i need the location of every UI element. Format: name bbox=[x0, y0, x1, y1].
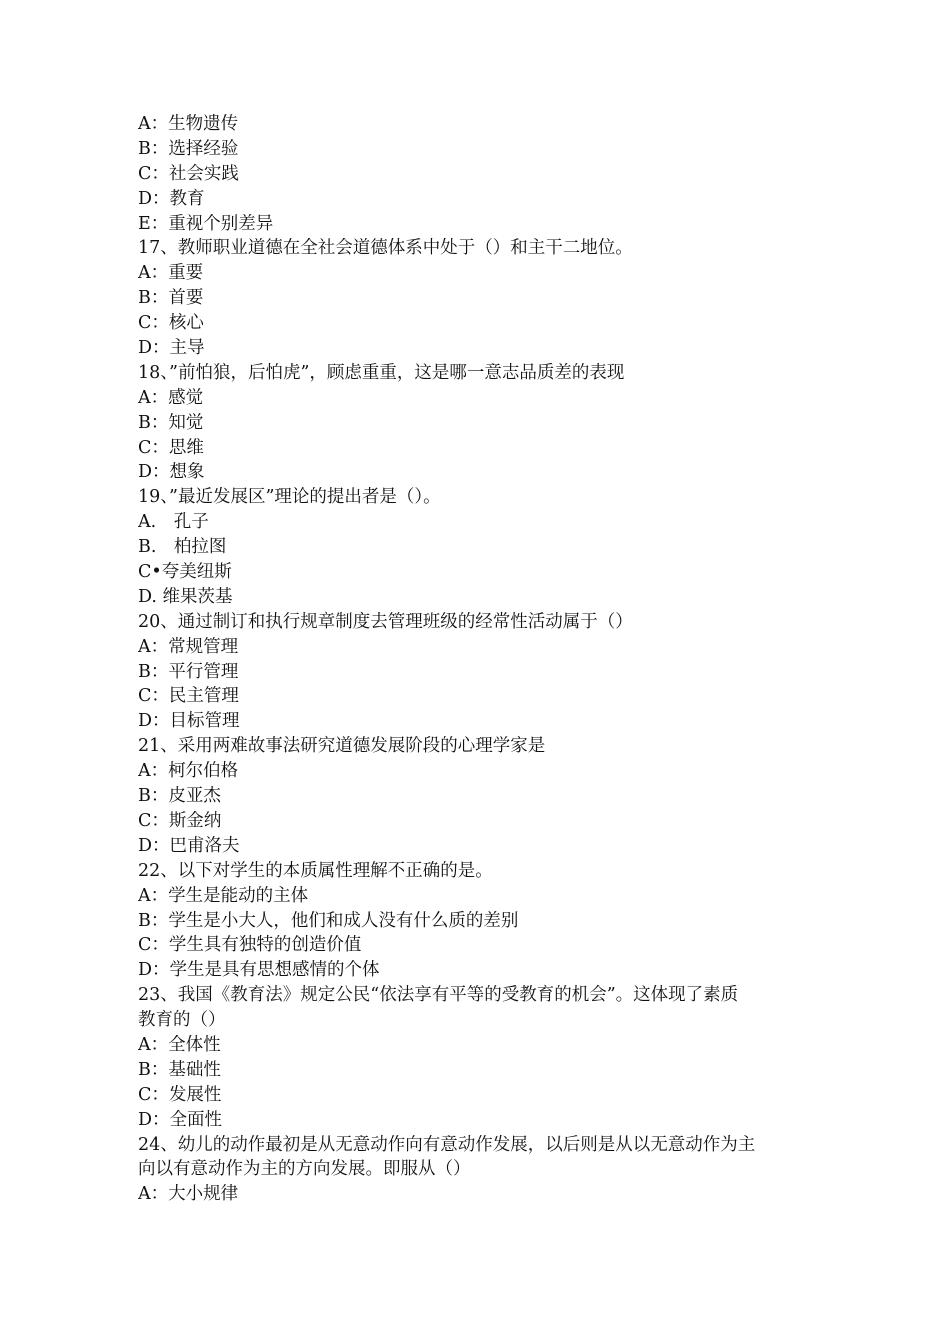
question-18: 18、”前怕狼，后怕虎”，顾虑重重，这是哪一意志品质差的表现 bbox=[138, 362, 625, 383]
option-line: C•夸美纽斯 bbox=[138, 562, 232, 583]
option-line: D. 维果茨基 bbox=[138, 586, 233, 607]
option-line: D：全面性 bbox=[138, 1109, 223, 1130]
question-17: 17、教师职业道德在全社会道德体系中处于（）和主干二地位。 bbox=[138, 238, 633, 259]
option-line: D：巴甫洛夫 bbox=[138, 835, 240, 856]
question-24: 24、幼儿的动作最初是从无意动作向有意动作发展，以后则是从以无意动作为主 bbox=[138, 1134, 756, 1155]
document-page bbox=[138, 112, 818, 1207]
option-line: A：常规管理 bbox=[138, 636, 239, 657]
option-line: A：重要 bbox=[138, 263, 204, 284]
option-line: B：首要 bbox=[138, 288, 204, 309]
option-line: C：发展性 bbox=[138, 1084, 222, 1105]
option-line: D：教育 bbox=[138, 188, 205, 209]
option-line: D：目标管理 bbox=[138, 711, 240, 732]
option-line: B：选择经验 bbox=[138, 138, 239, 159]
option-line: B. 柏拉图 bbox=[138, 537, 227, 558]
option-line: A：生物遗传 bbox=[138, 114, 239, 134]
question-22: 22、以下对学生的本质属性理解不正确的是。 bbox=[138, 860, 493, 881]
question-21: 21、采用两难故事法研究道德发展阶段的心理学家是 bbox=[138, 736, 546, 757]
option-line: B：平行管理 bbox=[138, 661, 239, 682]
option-line: E：重视个别差异 bbox=[138, 213, 274, 234]
option-line: C：民主管理 bbox=[138, 686, 239, 707]
option-line: A：学生是能动的主体 bbox=[138, 885, 309, 906]
option-line: B：皮亚杰 bbox=[138, 786, 221, 807]
option-line: A：全体性 bbox=[138, 1034, 221, 1055]
option-line: D：主导 bbox=[138, 338, 205, 359]
option-line: C：斯金纳 bbox=[138, 810, 222, 831]
option-line: B：学生是小大人，他们和成人没有什么质的差别 bbox=[138, 910, 519, 931]
question-19: 19、”最近发展区”理论的提出者是（）。 bbox=[138, 487, 441, 508]
option-line: A：感觉 bbox=[138, 387, 204, 408]
question-24-continued: 向以有意动作为主的方向发展。即服从（） bbox=[138, 1159, 471, 1180]
option-line: C：社会实践 bbox=[138, 163, 239, 184]
option-line: C：学生具有独特的创造价值 bbox=[138, 935, 362, 956]
option-line: D：学生是具有思想感情的个体 bbox=[138, 960, 380, 981]
option-line: A：柯尔伯格 bbox=[138, 761, 239, 782]
question-23-continued: 教育的（） bbox=[138, 1010, 226, 1031]
option-line: C：思维 bbox=[138, 437, 204, 458]
option-line: B：知觉 bbox=[138, 412, 204, 433]
option-line: A：大小规律 bbox=[138, 1184, 239, 1205]
option-line: D：想象 bbox=[138, 462, 205, 483]
question-23: 23、我国《教育法》规定公民“依法享有平等的受教育的机会”。这体现了素质 bbox=[138, 985, 739, 1006]
question-20: 20、通过制订和执行规章制度去管理班级的经常性活动属于（） bbox=[138, 611, 633, 632]
option-line: A. 孔子 bbox=[138, 512, 209, 533]
option-line: B：基础性 bbox=[138, 1059, 221, 1080]
option-line: C：核心 bbox=[138, 313, 204, 334]
